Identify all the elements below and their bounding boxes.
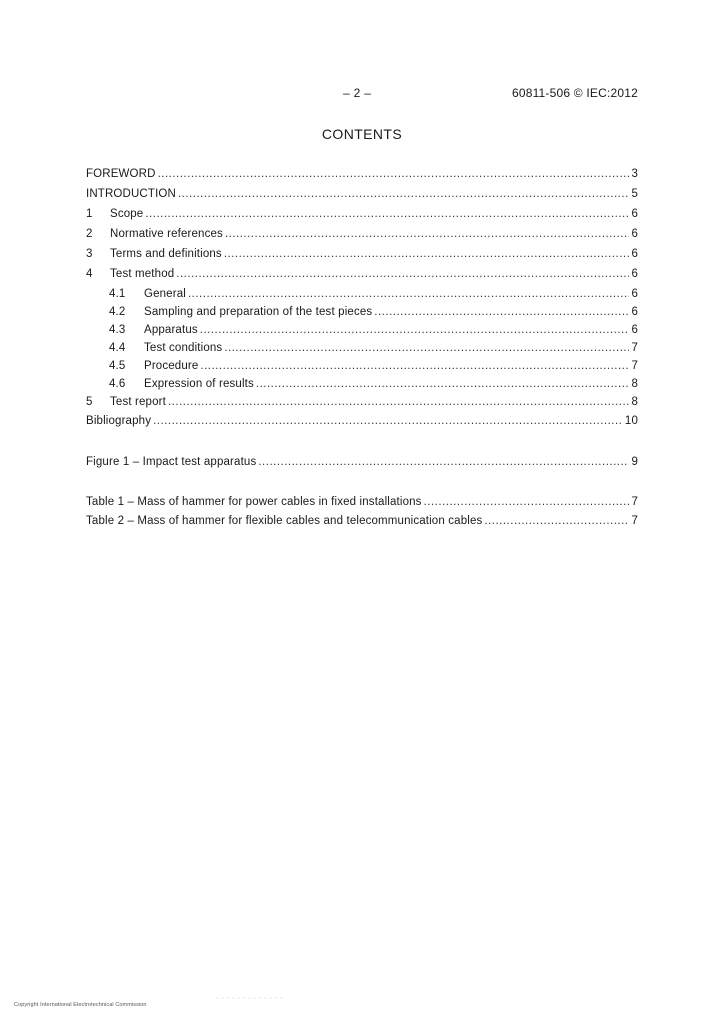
table-entry[interactable] <box>86 494 638 510</box>
toc-leader-dots <box>153 413 623 429</box>
toc-leader-dots <box>200 322 630 338</box>
figure-entry[interactable] <box>86 454 638 470</box>
toc-title: Test report <box>110 396 166 408</box>
toc-leader-dots <box>224 340 629 356</box>
toc-title: Apparatus <box>144 324 198 336</box>
toc-leader-dots <box>374 304 629 320</box>
toc-number: 4.2 <box>109 306 126 318</box>
table-title: Table 1 – Mass of hammer for power cables in fixed installations <box>86 496 422 508</box>
toc-page: 6 <box>631 306 638 318</box>
toc-entry-introduction[interactable] <box>86 186 638 202</box>
toc-leader-dots <box>168 394 629 410</box>
toc-title: FOREWORD <box>86 168 156 180</box>
toc-title: Test method <box>110 268 175 280</box>
toc-number: 4.5 <box>109 360 126 372</box>
toc-entry-sampling[interactable] <box>109 304 638 320</box>
toc-number: 4.3 <box>109 324 126 336</box>
toc-leader-dots <box>424 494 630 510</box>
footer-copyright: Copyright International Electrotechnical Commission <box>14 1002 147 1008</box>
toc-leader-dots <box>225 226 630 242</box>
toc-page: 5 <box>631 188 638 200</box>
toc-entry-test-conditions[interactable] <box>109 340 638 356</box>
toc-number: 2 <box>86 228 93 240</box>
footer-watermark: ~ ~ ~ ~ ~ ~ ~ ~ ~ ~ ~ ~ ~ <box>216 996 284 1002</box>
toc-entry-scope[interactable] <box>86 206 638 222</box>
toc-number: 5 <box>86 396 93 408</box>
toc-title: Test conditions <box>144 342 223 354</box>
toc-page: 10 <box>624 415 638 427</box>
page-number: – 2 – <box>343 86 372 100</box>
table-page: 7 <box>631 515 638 527</box>
toc-entry-foreword[interactable] <box>86 166 638 182</box>
toc-page: 3 <box>631 168 638 180</box>
toc-title: INTRODUCTION <box>86 188 176 200</box>
toc-number: 4.1 <box>109 288 126 300</box>
toc-leader-dots <box>176 266 629 282</box>
contents-title: CONTENTS <box>321 126 403 142</box>
toc-title: Procedure <box>144 360 199 372</box>
toc-leader-dots <box>484 513 629 529</box>
toc-leader-dots <box>188 286 629 302</box>
toc-page: 6 <box>631 288 638 300</box>
toc-leader-dots <box>200 358 629 374</box>
toc-leader-dots <box>224 246 630 262</box>
toc-number: 3 <box>86 248 93 260</box>
toc-number: 4 <box>86 268 93 280</box>
toc-title: Bibliography <box>86 415 152 427</box>
toc-page: 6 <box>631 208 638 220</box>
toc-title: Terms and definitions <box>110 248 222 260</box>
table-title: Table 2 – Mass of hammer for flexible cables and telecommunication cables <box>86 515 483 527</box>
toc-number: 4.4 <box>109 342 126 354</box>
toc-entry-bibliography[interactable] <box>86 413 638 429</box>
toc-entry-normative-references[interactable] <box>86 226 638 242</box>
table-entry[interactable] <box>86 513 638 529</box>
toc-number: 4.6 <box>109 378 126 390</box>
toc-title: Sampling and preparation of the test pieces <box>144 306 373 318</box>
toc-entry-procedure[interactable] <box>109 358 638 374</box>
table-page: 7 <box>631 496 638 508</box>
toc-page: 7 <box>631 360 638 372</box>
toc-entry-general[interactable] <box>109 286 638 302</box>
toc-page: 8 <box>631 378 638 390</box>
toc-title: Expression of results <box>144 378 254 390</box>
toc-leader-dots <box>178 186 629 202</box>
figure-page: 9 <box>631 456 638 468</box>
toc-number: 1 <box>86 208 93 220</box>
document-reference: 60811-506 © IEC:2012 <box>511 86 638 100</box>
toc-page: 6 <box>631 248 638 260</box>
toc-page: 8 <box>631 396 638 408</box>
toc-title: General <box>144 288 186 300</box>
toc-entry-expression-results[interactable] <box>109 376 638 392</box>
toc-leader-dots <box>256 376 630 392</box>
toc-entry-test-method[interactable] <box>86 266 638 282</box>
toc-leader-dots <box>158 166 630 182</box>
toc-leader-dots <box>145 206 629 222</box>
toc-page: 6 <box>631 228 638 240</box>
toc-leader-dots <box>258 454 629 470</box>
toc-page: 6 <box>631 324 638 336</box>
toc-entry-test-report[interactable] <box>86 394 638 410</box>
toc-title: Normative references <box>110 228 223 240</box>
toc-entry-terms-definitions[interactable] <box>86 246 638 262</box>
toc-entry-apparatus[interactable] <box>109 322 638 338</box>
toc-page: 7 <box>631 342 638 354</box>
toc-page: 6 <box>631 268 638 280</box>
toc-title: Scope <box>110 208 144 220</box>
figure-title: Figure 1 – Impact test apparatus <box>86 456 257 468</box>
